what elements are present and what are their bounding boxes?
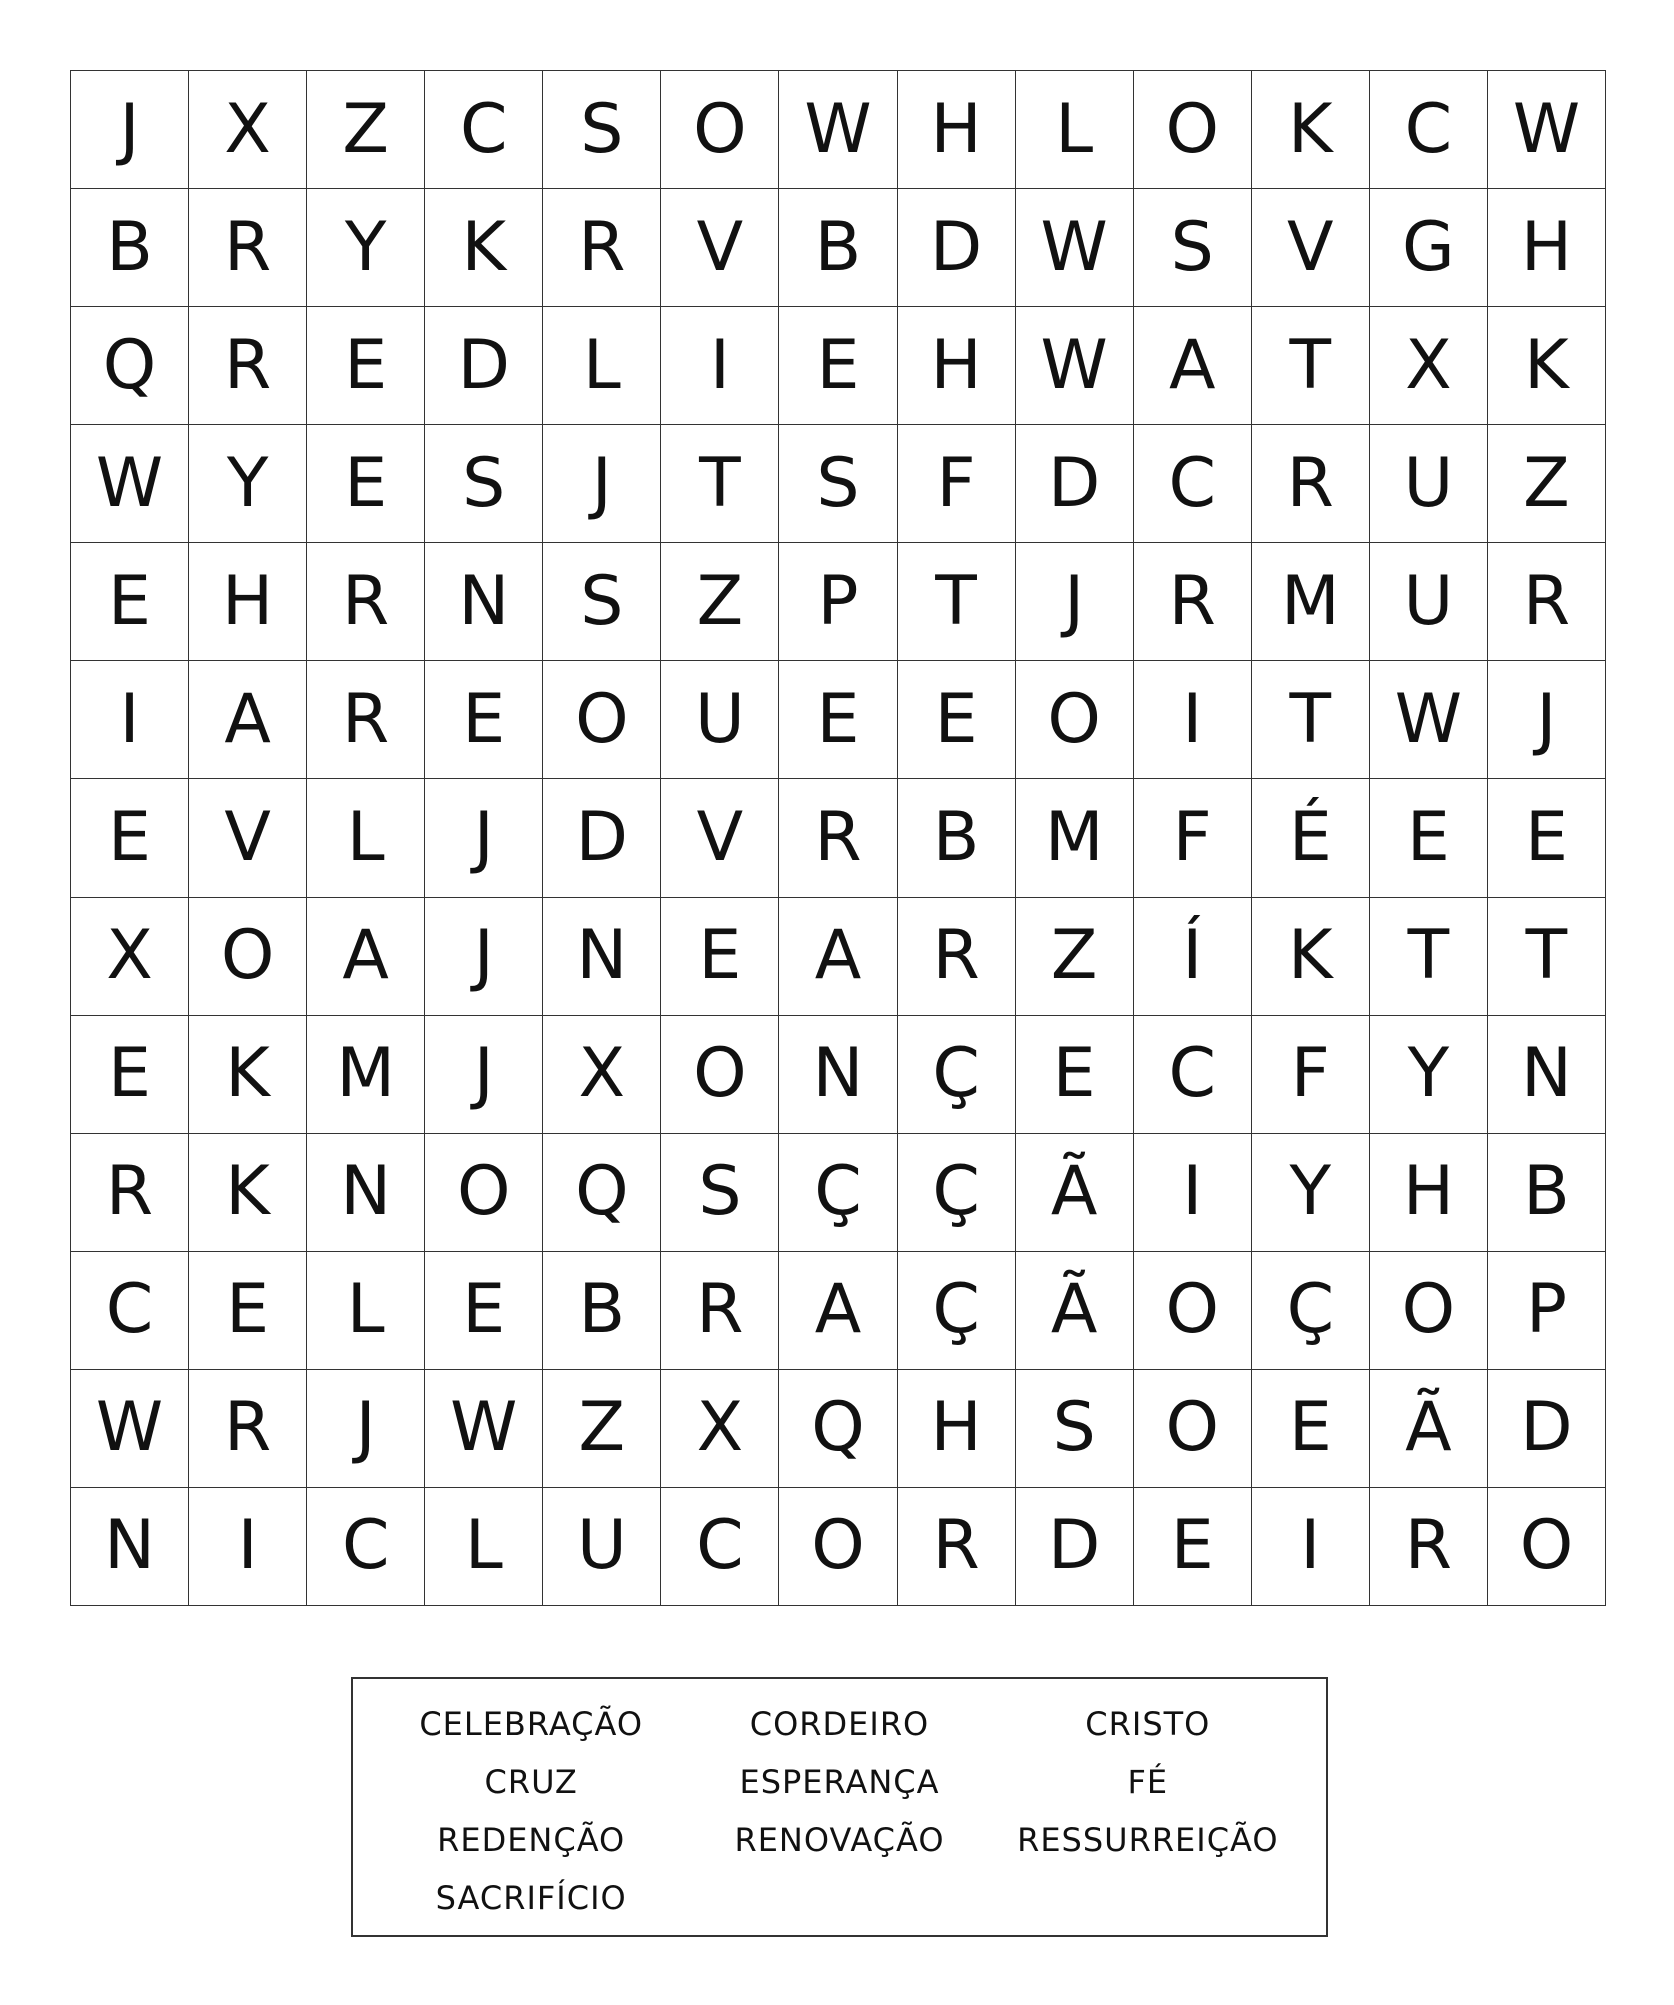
grid-cell[interactable]: N (779, 1016, 897, 1134)
grid-cell[interactable]: C (71, 1252, 189, 1370)
grid-cell[interactable]: J (1488, 661, 1606, 779)
grid-cell[interactable]: J (543, 425, 661, 543)
grid-cell[interactable]: X (543, 1016, 661, 1134)
grid-cell[interactable]: R (543, 189, 661, 307)
grid-cell[interactable]: R (898, 898, 1016, 1016)
grid-cell[interactable]: E (189, 1252, 307, 1370)
grid-cell[interactable]: Ã (1370, 1370, 1488, 1488)
grid-cell[interactable]: E (1488, 779, 1606, 897)
grid-cell[interactable]: Ç (779, 1134, 897, 1252)
grid-cell[interactable]: E (307, 307, 425, 425)
grid-cell[interactable]: V (661, 189, 779, 307)
grid-cell[interactable]: E (71, 543, 189, 661)
grid-cell[interactable]: E (71, 779, 189, 897)
grid-cell[interactable]: A (307, 898, 425, 1016)
grid-cell[interactable]: K (1252, 71, 1370, 189)
grid-cell[interactable]: L (1016, 71, 1134, 189)
grid-cell[interactable]: C (1134, 1016, 1252, 1134)
grid-cell[interactable]: Ç (898, 1252, 1016, 1370)
grid-cell[interactable]: Z (307, 71, 425, 189)
grid-cell[interactable]: O (1134, 1370, 1252, 1488)
grid-cell[interactable]: D (543, 779, 661, 897)
grid-cell[interactable]: M (307, 1016, 425, 1134)
grid-cell[interactable]: S (425, 425, 543, 543)
grid-cell[interactable]: W (71, 425, 189, 543)
word-list-item: CORDEIRO (749, 1705, 930, 1743)
grid-cell[interactable]: R (779, 779, 897, 897)
grid-cell[interactable]: A (779, 898, 897, 1016)
word-list-item: CRISTO (1085, 1705, 1211, 1743)
grid-cell[interactable]: D (898, 189, 1016, 307)
grid-cell[interactable]: U (1370, 543, 1488, 661)
grid-cell[interactable]: L (307, 779, 425, 897)
grid-cell[interactable]: R (1370, 1488, 1488, 1606)
grid-cell[interactable]: K (1488, 307, 1606, 425)
word-list-item: SACRIFÍCIO (435, 1879, 627, 1917)
grid-cell[interactable]: S (1016, 1370, 1134, 1488)
grid-cell[interactable]: B (779, 189, 897, 307)
grid-cell[interactable]: W (1370, 661, 1488, 779)
grid-cell[interactable]: U (661, 661, 779, 779)
grid-cell[interactable]: X (661, 1370, 779, 1488)
grid-cell[interactable]: Y (1252, 1134, 1370, 1252)
grid-cell[interactable]: C (1370, 71, 1488, 189)
grid-cell[interactable]: R (307, 661, 425, 779)
grid-cell[interactable]: T (1252, 307, 1370, 425)
grid-cell[interactable]: E (779, 307, 897, 425)
grid-cell[interactable]: O (1134, 71, 1252, 189)
grid-cell[interactable]: O (1370, 1252, 1488, 1370)
grid-cell[interactable]: V (1252, 189, 1370, 307)
grid-cell[interactable]: N (1488, 1016, 1606, 1134)
grid-cell[interactable]: W (779, 71, 897, 189)
grid-cell[interactable]: Y (307, 189, 425, 307)
grid-cell[interactable]: É (1252, 779, 1370, 897)
grid-cell[interactable]: R (71, 1134, 189, 1252)
grid-cell[interactable]: L (543, 307, 661, 425)
grid-cell[interactable]: R (898, 1488, 1016, 1606)
grid-cell[interactable]: J (425, 898, 543, 1016)
grid-cell[interactable]: C (661, 1488, 779, 1606)
grid-cell[interactable]: I (1134, 1134, 1252, 1252)
grid-cell[interactable]: K (189, 1134, 307, 1252)
grid-cell[interactable]: U (543, 1488, 661, 1606)
grid-cell[interactable]: S (543, 543, 661, 661)
grid-cell[interactable]: W (71, 1370, 189, 1488)
word-search-grid (70, 70, 1606, 1606)
grid-cell[interactable]: E (661, 898, 779, 1016)
grid-cell[interactable]: D (1016, 1488, 1134, 1606)
grid-cell[interactable]: B (71, 189, 189, 307)
grid-cell[interactable]: S (543, 71, 661, 189)
grid-cell[interactable]: N (71, 1488, 189, 1606)
grid-cell[interactable]: P (779, 543, 897, 661)
grid-cell[interactable]: V (661, 779, 779, 897)
grid-cell[interactable]: Í (1134, 898, 1252, 1016)
grid-cell[interactable]: Z (661, 543, 779, 661)
grid-cell[interactable]: T (898, 543, 1016, 661)
grid-cell[interactable]: Q (71, 307, 189, 425)
grid-cell[interactable]: N (425, 543, 543, 661)
grid-cell[interactable]: I (71, 661, 189, 779)
grid-cell[interactable]: S (661, 1134, 779, 1252)
grid-cell[interactable]: V (189, 779, 307, 897)
grid-cell[interactable]: E (1252, 1370, 1370, 1488)
grid-cell[interactable]: O (1488, 1488, 1606, 1606)
grid-cell[interactable]: O (661, 71, 779, 189)
grid-cell[interactable]: T (661, 425, 779, 543)
grid-cell[interactable]: E (425, 1252, 543, 1370)
grid-cell[interactable]: R (189, 1370, 307, 1488)
grid-cell[interactable]: Z (1016, 898, 1134, 1016)
grid-cell[interactable]: R (307, 543, 425, 661)
grid-cell[interactable]: Ç (1252, 1252, 1370, 1370)
grid-cell[interactable]: E (307, 425, 425, 543)
grid-cell[interactable]: R (1252, 425, 1370, 543)
grid-cell[interactable]: X (189, 71, 307, 189)
word-list-item: ESPERANÇA (739, 1763, 940, 1801)
grid-cell[interactable]: E (779, 661, 897, 779)
grid-cell[interactable]: R (189, 307, 307, 425)
grid-cell[interactable]: H (1370, 1134, 1488, 1252)
grid-cell[interactable]: L (425, 1488, 543, 1606)
grid-cell[interactable]: I (1252, 1488, 1370, 1606)
word-list-item: REDENÇÃO (437, 1821, 626, 1859)
grid-cell[interactable]: J (425, 779, 543, 897)
grid-cell[interactable]: M (1252, 543, 1370, 661)
grid-cell[interactable]: E (898, 661, 1016, 779)
grid-cell[interactable]: H (898, 307, 1016, 425)
grid-cell[interactable]: Z (543, 1370, 661, 1488)
grid-cell[interactable]: C (425, 71, 543, 189)
grid-cell[interactable]: X (71, 898, 189, 1016)
grid-cell[interactable]: B (543, 1252, 661, 1370)
grid-cell[interactable]: I (1134, 661, 1252, 779)
grid-cell[interactable]: Ç (898, 1134, 1016, 1252)
grid-cell[interactable]: J (425, 1016, 543, 1134)
grid-cell[interactable]: K (425, 189, 543, 307)
grid-cell[interactable]: W (425, 1370, 543, 1488)
grid-cell[interactable]: R (661, 1252, 779, 1370)
word-list-item: FÉ (1127, 1763, 1169, 1801)
grid-cell[interactable]: P (1488, 1252, 1606, 1370)
grid-cell[interactable]: T (1252, 661, 1370, 779)
grid-cell[interactable]: D (1488, 1370, 1606, 1488)
grid-cell[interactable]: Z (1488, 425, 1606, 543)
grid-cell[interactable]: C (307, 1488, 425, 1606)
grid-cell[interactable]: O (661, 1016, 779, 1134)
grid-cell[interactable]: X (1370, 307, 1488, 425)
grid-cell[interactable]: O (189, 898, 307, 1016)
word-list-item: RENOVAÇÃO (734, 1821, 945, 1859)
grid-cell[interactable]: E (1370, 779, 1488, 897)
word-list (351, 1677, 1328, 1937)
grid-cell[interactable]: W (1016, 307, 1134, 425)
grid-cell[interactable]: I (189, 1488, 307, 1606)
grid-cell[interactable]: E (1016, 1016, 1134, 1134)
grid-cell[interactable]: I (661, 307, 779, 425)
grid-cell[interactable]: N (543, 898, 661, 1016)
grid-cell[interactable]: K (1252, 898, 1370, 1016)
grid-cell[interactable]: A (1134, 307, 1252, 425)
grid-cell[interactable]: H (898, 1370, 1016, 1488)
grid-cell[interactable]: O (425, 1134, 543, 1252)
grid-cell[interactable]: E (425, 661, 543, 779)
grid-cell[interactable]: J (307, 1370, 425, 1488)
grid-cell[interactable]: H (1488, 189, 1606, 307)
grid-cell[interactable]: K (189, 1016, 307, 1134)
grid-cell[interactable]: O (543, 661, 661, 779)
grid-cell[interactable]: D (425, 307, 543, 425)
word-list-item: CELEBRAÇÃO (419, 1705, 643, 1743)
grid-cell[interactable]: N (307, 1134, 425, 1252)
grid-cell[interactable]: E (1134, 1488, 1252, 1606)
grid-cell[interactable]: C (1134, 425, 1252, 543)
word-list-item: RESSURREIÇÃO (1017, 1821, 1279, 1859)
grid-cell[interactable]: Q (543, 1134, 661, 1252)
grid-cell[interactable]: T (1488, 898, 1606, 1016)
grid-cell[interactable]: Ã (1016, 1252, 1134, 1370)
grid-cell[interactable]: D (1016, 425, 1134, 543)
grid-cell[interactable]: Ã (1016, 1134, 1134, 1252)
grid-cell[interactable]: O (779, 1488, 897, 1606)
grid-cell[interactable]: B (898, 779, 1016, 897)
grid-cell[interactable]: H (189, 543, 307, 661)
grid-cell[interactable]: G (1370, 189, 1488, 307)
word-list-item: CRUZ (484, 1763, 578, 1801)
grid-cell[interactable]: T (1370, 898, 1488, 1016)
grid-cell[interactable]: S (1134, 189, 1252, 307)
grid-cell[interactable]: Q (779, 1370, 897, 1488)
grid-cell[interactable]: R (1488, 543, 1606, 661)
grid-cell[interactable]: Y (189, 425, 307, 543)
grid-cell[interactable]: R (1134, 543, 1252, 661)
grid-cell[interactable]: Ç (898, 1016, 1016, 1134)
grid-cell[interactable]: H (898, 71, 1016, 189)
grid-cell[interactable]: W (1016, 189, 1134, 307)
grid-cell[interactable]: S (779, 425, 897, 543)
grid-cell[interactable]: F (1134, 779, 1252, 897)
grid-cell[interactable]: A (779, 1252, 897, 1370)
grid-cell[interactable]: J (1016, 543, 1134, 661)
grid-cell[interactable]: R (189, 189, 307, 307)
grid-cell[interactable]: F (1252, 1016, 1370, 1134)
grid-cell[interactable]: O (1016, 661, 1134, 779)
grid-cell[interactable]: M (1016, 779, 1134, 897)
grid-cell[interactable]: E (71, 1016, 189, 1134)
grid-cell[interactable]: B (1488, 1134, 1606, 1252)
grid-cell[interactable]: L (307, 1252, 425, 1370)
grid-cell[interactable]: A (189, 661, 307, 779)
grid-cell[interactable]: F (898, 425, 1016, 543)
grid-cell[interactable]: W (1488, 71, 1606, 189)
grid-cell[interactable]: U (1370, 425, 1488, 543)
grid-cell[interactable]: O (1134, 1252, 1252, 1370)
grid-cell[interactable]: J (71, 71, 189, 189)
grid-cell[interactable]: Y (1370, 1016, 1488, 1134)
